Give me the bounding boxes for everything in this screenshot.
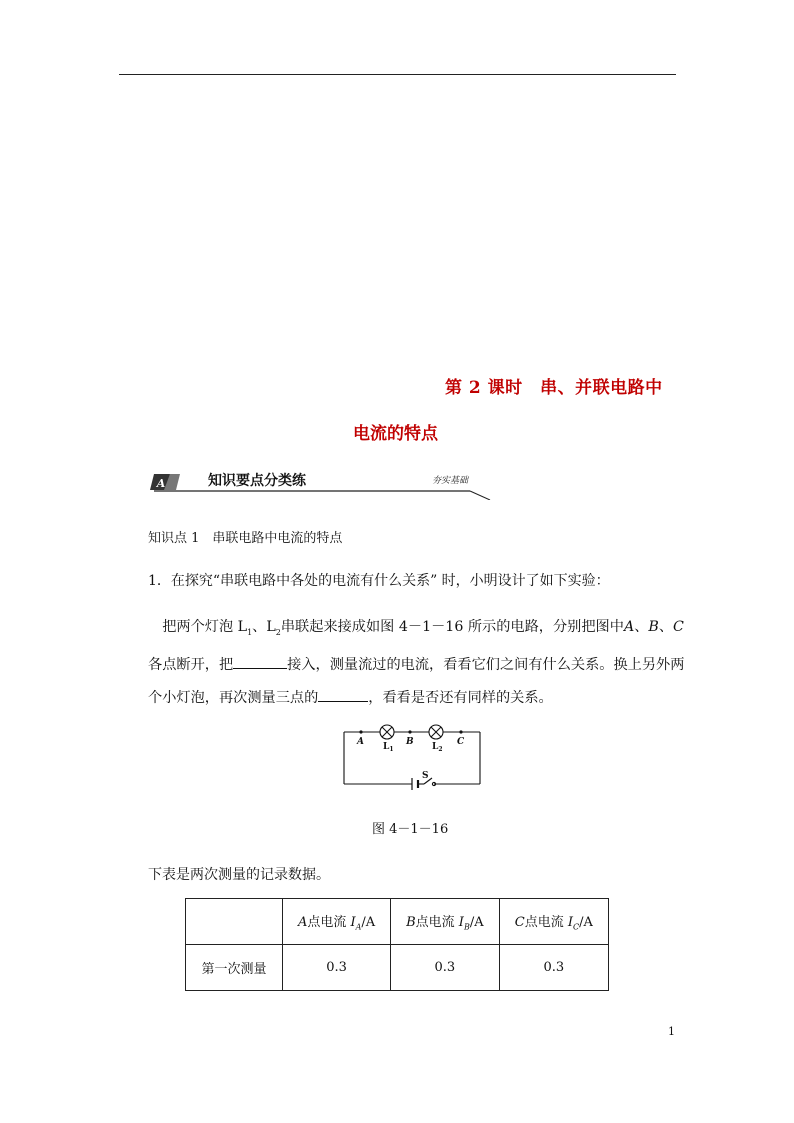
node-c: [459, 730, 462, 733]
header-cell-c: C点电流 $I_C/A$: [499, 899, 608, 945]
label-b: B: [406, 737, 414, 747]
para-text: 接入，测量流过的电流，看看它们之间有什么关系。换上另外两个小灯泡，再次测量三点的: [148, 656, 685, 706]
point-b: B: [648, 619, 659, 635]
table-row: [186, 945, 609, 991]
table-corner-cell: [186, 899, 283, 945]
measurement-table: [185, 898, 609, 991]
label-a: A: [357, 737, 364, 747]
label-c: C: [457, 737, 465, 747]
node-a: [359, 730, 362, 733]
point-c: C: [673, 619, 684, 635]
para-sub-1: 1: [247, 627, 253, 637]
banner-subtitle: 夯实基础: [432, 476, 469, 486]
para-text: 串联起来接成如图 4－1－16 所示的电路，分别把图中: [280, 619, 624, 635]
answer-blank-1[interactable]: [233, 653, 287, 669]
page-number: 1: [668, 1025, 675, 1038]
question-1-stem: 1．在探究“串联电路中各处的电流有什么关系” 时，小明设计了如下实验：: [148, 573, 610, 589]
label-s: S: [422, 771, 429, 781]
para-text: 各点断开，把: [148, 656, 234, 673]
row-label: 第一次测量: [186, 945, 283, 991]
node-b: [408, 730, 411, 733]
para-text: 、: [634, 619, 649, 635]
circuit-diagram: [338, 724, 488, 790]
label-l2: $L_2$: [432, 742, 443, 753]
para-text: 、: [658, 619, 674, 635]
banner-underline-tail: [470, 491, 490, 500]
para-sub-2: 2: [275, 627, 281, 637]
value-cell: 0.3: [499, 945, 608, 991]
header-cell-b: B点电流 $I_B/A$: [391, 899, 500, 945]
question-1-paragraph: [148, 611, 688, 715]
answer-blank-2[interactable]: [318, 686, 368, 702]
value-cell: 0.3: [283, 945, 391, 991]
para-text: ，看看是否还有同样的关系。: [368, 689, 553, 706]
para-text: 、L: [252, 619, 276, 635]
banner-badge-letter: A: [156, 477, 166, 490]
header-cell-a: A点电流 $I_A/A$: [283, 899, 391, 945]
value-cell: 0.3: [391, 945, 500, 991]
point-a: A: [623, 619, 635, 635]
table-header-row: [186, 899, 609, 945]
header-rule: [119, 74, 676, 75]
table-intro: 下表是两次测量的记录数据。: [148, 867, 330, 883]
lesson-title-line1: 第 2 课时 串、并联电路中: [445, 378, 663, 398]
banner-title: 知识要点分类练: [208, 473, 306, 489]
lesson-title-line2: 电流的特点: [353, 424, 438, 444]
label-l1: $L_1$: [383, 742, 394, 753]
figure-caption: 图 4－1－16: [372, 822, 449, 837]
knowledge-point-heading: 知识点 1 串联电路中电流的特点: [148, 531, 343, 546]
para-text: 把两个灯泡 L: [162, 619, 248, 635]
